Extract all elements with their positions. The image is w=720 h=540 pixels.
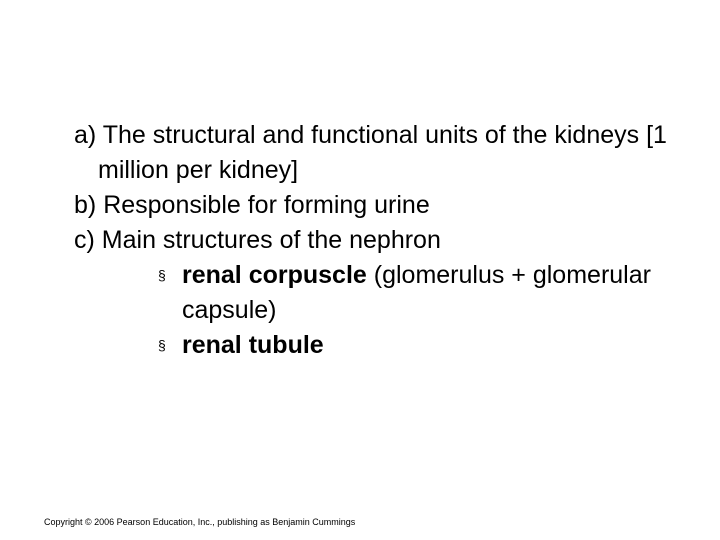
- term-detail: (glomerulus + glomerular capsule): [182, 261, 651, 324]
- copyright-footer: Copyright © 2006 Pearson Education, Inc., publishing as Benjamin Cummings: [44, 517, 356, 527]
- square-bullet-icon: §: [158, 337, 166, 353]
- list-item-text: The structural and functional units of the kidneys [1 million per kidney]: [98, 121, 667, 184]
- sub-item-renal-corpuscle: [74, 258, 694, 328]
- list-item-text: Main structures of the nephron: [101, 226, 441, 254]
- list-marker: c): [74, 226, 95, 254]
- slide-content: [74, 118, 694, 363]
- term-bold: renal tubule: [182, 331, 324, 359]
- term-bold: renal corpuscle: [182, 261, 367, 289]
- list-item-text: Responsible for forming urine: [103, 191, 430, 219]
- list-item-a: [74, 118, 694, 188]
- list-item-b: [74, 188, 694, 223]
- list-marker: b): [74, 191, 97, 219]
- square-bullet-icon: §: [158, 267, 166, 283]
- list-marker: a): [74, 121, 97, 149]
- list-item-c: [74, 223, 694, 258]
- sub-item-renal-tubule: [74, 328, 694, 363]
